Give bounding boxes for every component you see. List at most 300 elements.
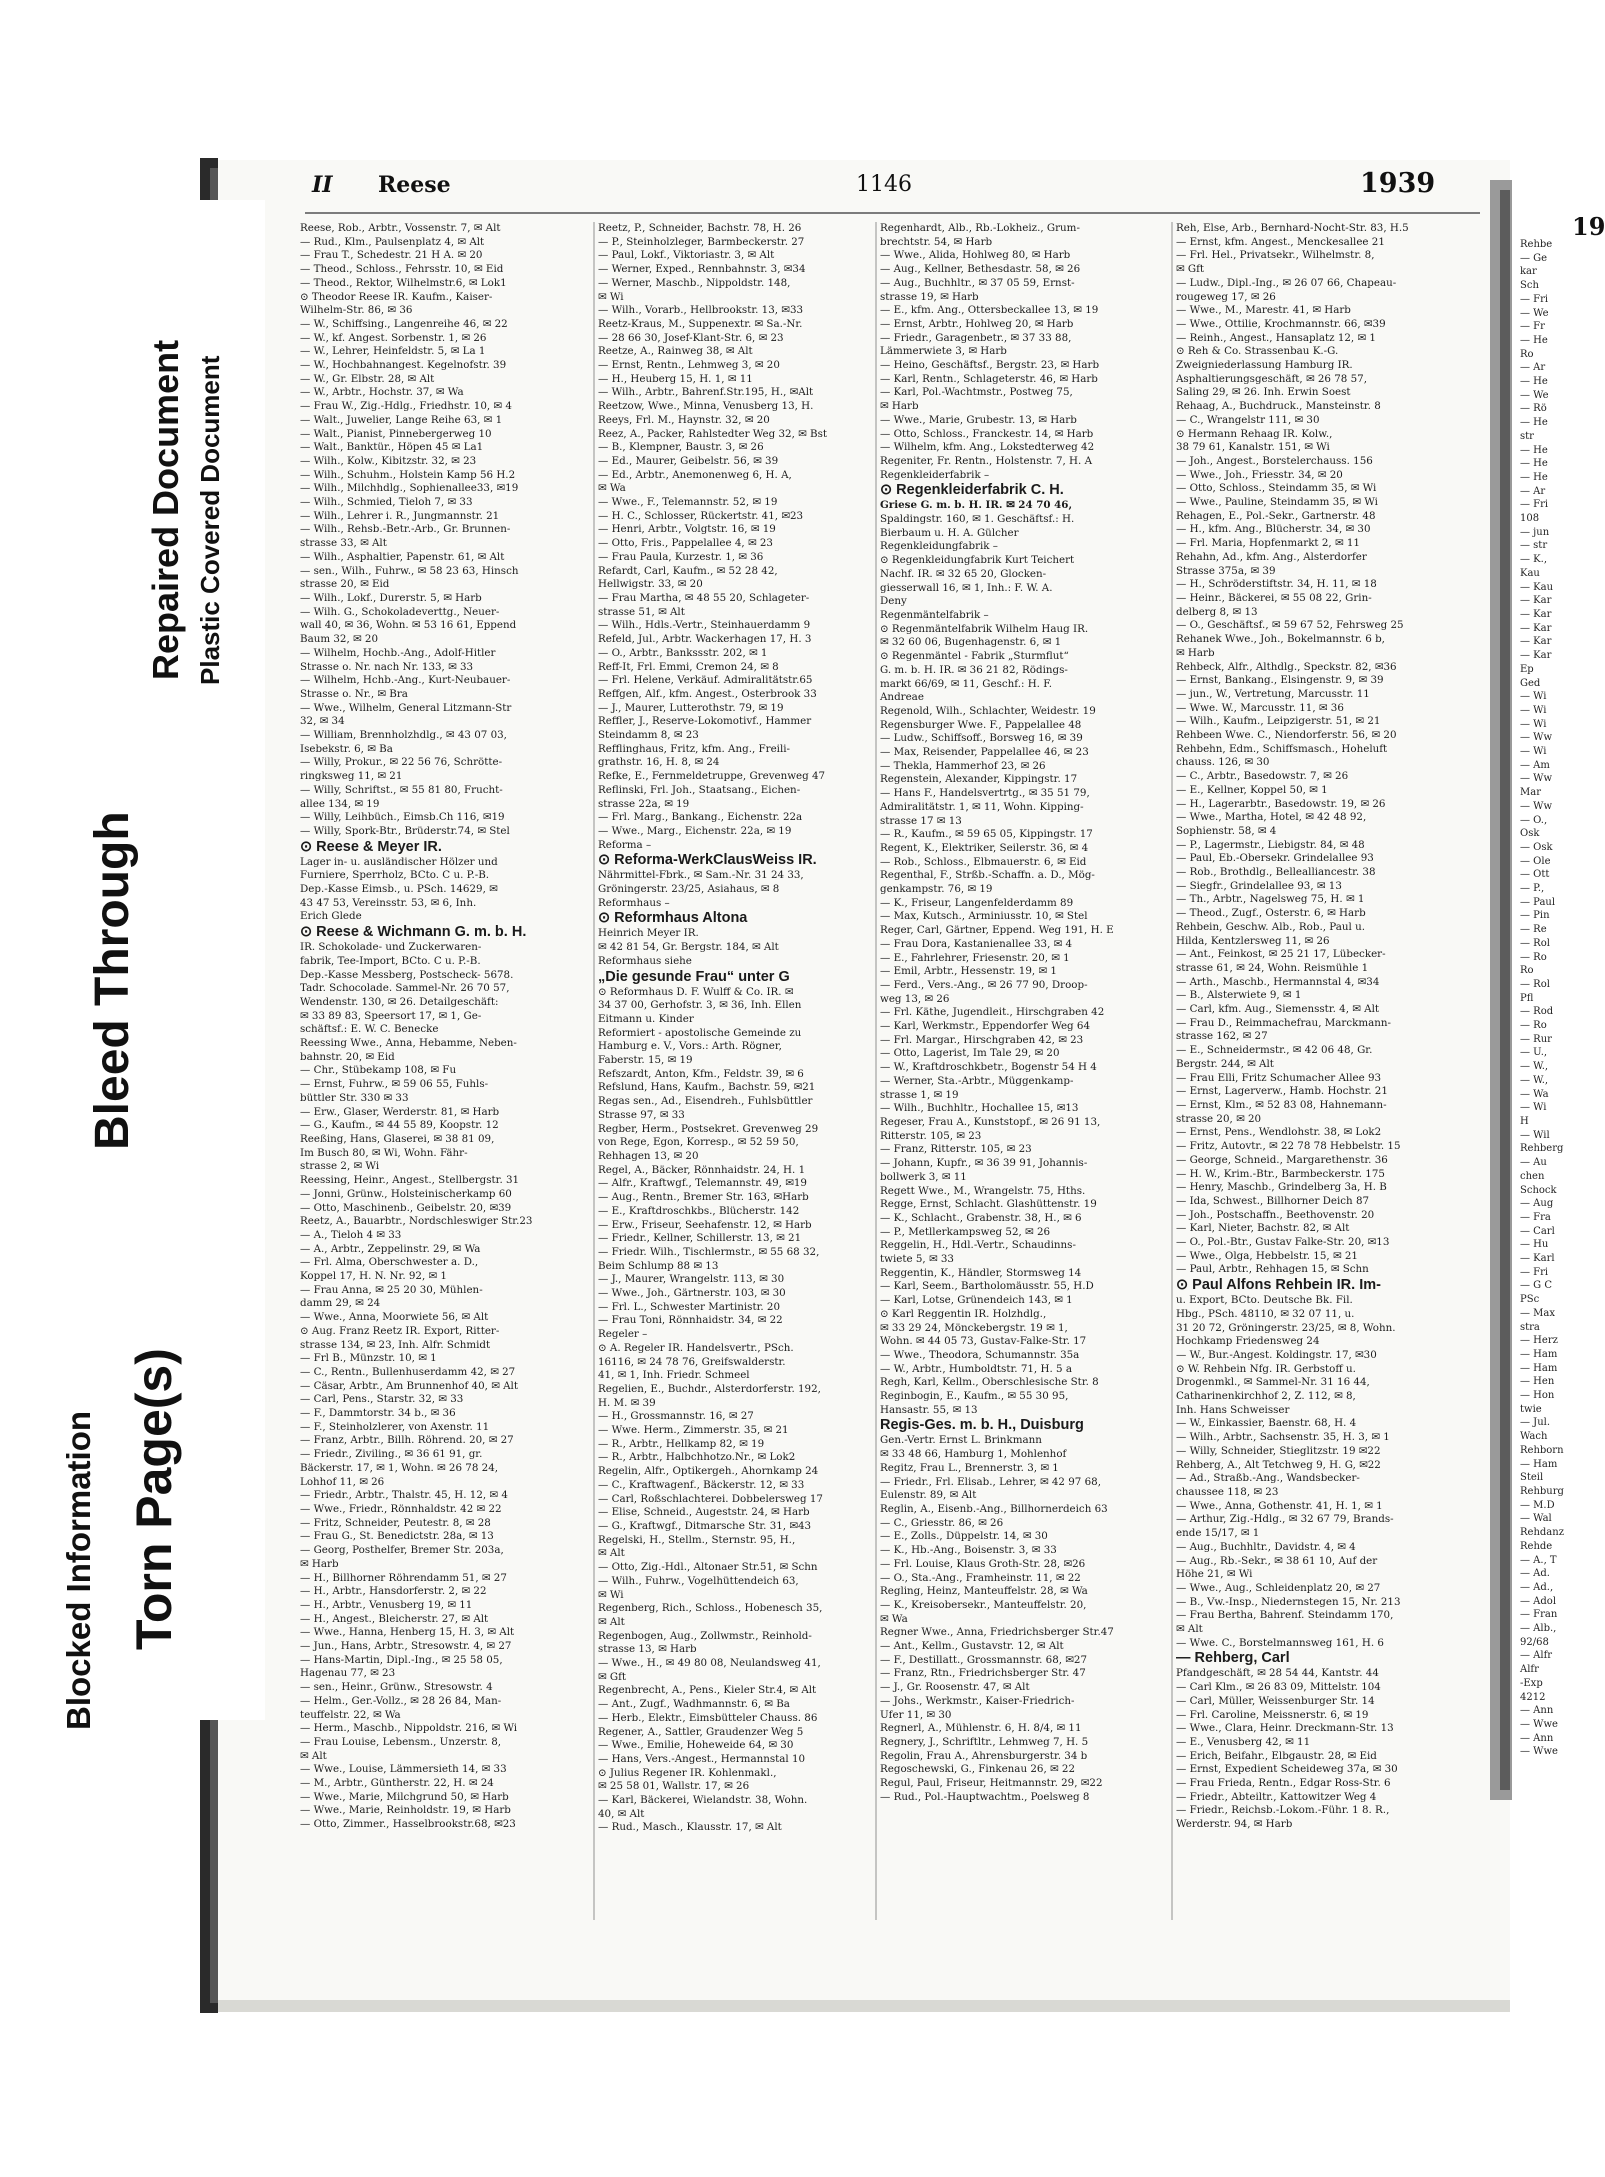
directory-entry-line: — P., Lagermstr., Liebigstr. 84, ✉ 48: [1176, 838, 1365, 851]
directory-entry-line: Im Busch 80, ✉ Wi, Wohn. Fähr-: [300, 1146, 468, 1159]
header-year: 1939: [1360, 168, 1436, 199]
directory-entry-line: — Willy, Schriftst., ✉ 55 81 80, Frucht-: [300, 783, 503, 796]
directory-entry-line: Steindamm 8, ✉ 23: [598, 729, 699, 742]
directory-entry-line: — Alfr., Kraftwgf., Telemannstr. 49, ✉19: [598, 1177, 807, 1190]
directory-entry-line: Regenold, Wilh., Schlachter, Weidestr. 19: [880, 704, 1096, 717]
directory-entry-line: — Karl, Seem., Bartholomäusstr. 55, H.D: [880, 1280, 1094, 1293]
right-page-line: — M.D: [1520, 1499, 1555, 1511]
directory-entry-line: 40, ✉ Alt: [598, 1807, 645, 1820]
directory-entry-line: Gen.-Vertr. Ernst L. Brinkmann: [880, 1434, 1042, 1447]
directory-entry-line: — Frau Toni, Rönnhaidstr. 34, ✉ 22: [598, 1314, 783, 1327]
directory-entry-line: Reessing, Heinr., Angest., Stellbergstr. 31: [300, 1174, 520, 1187]
directory-entry-line: — H., Billhorner Röhrendamm 51, ✉ 27: [300, 1571, 507, 1584]
directory-entry-line: — Karl, Nieter, Bachstr. 82, ✉ Alt: [1176, 1222, 1350, 1235]
right-page-line: — Ole: [1520, 855, 1551, 867]
directory-entry-line: Reffgen, Alf., kfm. Angest., Osterbrook 33: [598, 687, 817, 700]
directory-entry-line: — Friedr., Ziviling., ✉ 36 61 91, gr.: [300, 1448, 483, 1461]
directory-entry-line: — Rob., Brothdlg., Bellealliancestr. 38: [1176, 866, 1376, 879]
right-page-line: Schock: [1520, 1184, 1557, 1196]
directory-entry-line: — Carl, Müller, Weissenburger Str. 14: [1176, 1694, 1375, 1707]
directory-entry-line: Rehahn, Ad., kfm. Ang., Alsterdorfer: [1176, 550, 1367, 563]
directory-entry-line: — Wwe., Pauline, Steindamm 35, ✉ Wi: [1176, 496, 1378, 509]
directory-entry-line: — Karl, Werkmstr., Eppendorfer Weg 64: [880, 1020, 1090, 1033]
directory-entry-line: Regeniter, Fr. Rentn., Holstenstr. 7, H. A: [880, 454, 1093, 467]
directory-entry-line: Refszardt, Anton, Kfm., Feldstr. 39, ✉ 6: [598, 1067, 804, 1080]
directory-entry-line: — Jun., Hans, Arbtr., Stresowstr. 4, ✉ 27: [300, 1640, 512, 1653]
right-page-line: 92/68: [1520, 1636, 1549, 1648]
right-page-line: Ep: [1520, 663, 1534, 675]
right-page-line: — Herz: [1520, 1335, 1558, 1347]
right-page-line: — He: [1520, 458, 1548, 470]
directory-entry-line: — W., Gr. Elbstr. 28, ✉ Alt: [300, 372, 435, 385]
directory-entry-line: Reformiert - apostolische Gemeinde zu: [598, 1026, 802, 1039]
directory-entry-line: — Werner, Exped., Rennbahnstr. 3, ✉34: [598, 263, 806, 276]
right-page-line: 108: [1520, 513, 1540, 525]
directory-entry-line: — Otto, Schloss., Steindamm 35, ✉ Wi: [1176, 482, 1377, 495]
directory-entry-line: — Frau Bertha, Bahrenf. Steindamm 170,: [1176, 1609, 1394, 1622]
directory-entry-line: — Karl, Pol.-Wachtmstr., Postweg 75,: [880, 386, 1073, 399]
directory-entry-line: — Friedr. Wilh., Tischlermstr., ✉ 55 68 32,: [598, 1245, 820, 1258]
right-page-line: chen: [1520, 1170, 1545, 1182]
directory-entry-line: — Wilh., Fuhrw., Vogelhüttendeich 63,: [598, 1574, 799, 1587]
directory-entry-line: — Erw., Glaser, Werderstr. 81, ✉ Harb: [300, 1105, 500, 1118]
directory-entry-line: ✉ Alt: [1176, 1623, 1203, 1636]
directory-entry-line: Reffler, J., Reserve-Lokomotivf., Hammer: [598, 715, 812, 728]
directory-entry-line: Reessing Wwe., Anna, Hebamme, Neben-: [300, 1037, 517, 1050]
directory-entry-line: Gröningerstr. 23/25, Asiahaus, ✉ 8: [598, 883, 780, 896]
directory-entry-line: Lager in- u. ausländischer Hölzer und: [300, 855, 498, 868]
directory-entry-line: — K., Kreisobersekr., Manteuffelstr. 20,: [880, 1598, 1087, 1611]
directory-entry-line: 38 79 61, Kanalstr. 151, ✉ Wi: [1176, 441, 1330, 454]
directory-entry-line: ✉ Alt: [598, 1615, 625, 1628]
directory-entry-line: Deny: [880, 595, 907, 608]
directory-entry-line: Reggelin, H., Hdl.-Vertr., Schaudinns-: [880, 1239, 1076, 1252]
directory-entry-line: — O., Arbtr., Bankssstr. 202, ✉ 1: [598, 646, 768, 659]
directory-entry-line: Regent, K., Elektriker, Seilerstr. 36, ✉ 4: [880, 841, 1089, 854]
directory-entry-line: strasse 19, ✉ Harb: [880, 290, 979, 303]
right-page-line: — Ann: [1520, 1705, 1554, 1717]
directory-entry-line: Regelski, H., Stellm., Sternstr. 95, H.,: [598, 1533, 796, 1546]
directory-entry-line: Refke, E., Fernmeldetruppe, Grevenweg 47: [598, 770, 826, 783]
right-page-line: — Fri: [1520, 1266, 1549, 1278]
directory-entry-line: — Frl. Käthe, Jugendleit., Hirschgraben 42: [880, 1006, 1105, 1019]
directory-entry-line: — Ernst, Klm., ✉ 52 83 08, Hahnemann-: [1176, 1099, 1387, 1111]
right-page-line: — Max: [1520, 1307, 1556, 1319]
right-page-line: — Hen: [1520, 1376, 1555, 1388]
directory-entry-line: ringksweg 11, ✉ 21: [300, 770, 403, 783]
directory-entry-line: „Die gesunde Frau“ unter G: [598, 968, 790, 985]
directory-entry-line: — K., Schlacht., Grabenstr. 38, H., ✉ 6: [880, 1211, 1082, 1224]
directory-entry-line: — R., Arbtr., Hellkamp 82, ✉ 19: [598, 1437, 765, 1450]
directory-entry-line: 41, ✉ 1, Inh. Friedr. Schmeel: [598, 1369, 750, 1382]
directory-entry-line: — Hans-Martin, Dipl.-Ing., ✉ 25 58 05,: [300, 1653, 503, 1666]
directory-entry-line: — R., Kaufm., ✉ 59 65 05, Kippingstr. 17: [880, 828, 1093, 841]
directory-entry-line: — Aug., Kellner, Bethesdastr. 58, ✉ 26: [880, 263, 1081, 276]
directory-entry-line: Strasse o. Nr., ✉ Bra: [300, 687, 408, 700]
directory-entry-line: ⊙ Reforma-WerkClausWeiss IR.: [598, 852, 817, 869]
directory-entry-line: — Frau Paula, Kurzestr. 1, ✉ 36: [598, 550, 764, 563]
right-page-line: — Aug: [1520, 1198, 1554, 1210]
directory-entry-line: ⊙ A. Regeler IR. Handelsvertr., PSch.: [598, 1341, 794, 1354]
directory-entry-line: — Wwe., Olga, Hebbelstr. 15, ✉ 21: [1176, 1249, 1358, 1262]
right-page-line: — Wwe: [1520, 1746, 1558, 1758]
directory-entry-line: — Wilh., Arbtr., Bahrenf.Str.195, H., ✉Alt: [598, 386, 814, 399]
directory-entry-line: Rehbein, Geschw. Alb., Rob., Paul u.: [1176, 920, 1365, 933]
directory-entry-line: — Karl, Lotse, Grünendeich 143, ✉ 1: [880, 1294, 1073, 1307]
right-page-line: — Rö: [1520, 403, 1547, 415]
right-page-line: — Kar: [1520, 636, 1552, 648]
directory-entry-line: — W., Arbtr., Hochstr. 37, ✉ Wa: [300, 386, 464, 399]
stamp-plastic-covered-document: Plastic Covered Document: [195, 355, 225, 685]
directory-entry-line: — Paul, Arbtr., Rehhagen 15, ✉ Schn: [1176, 1263, 1369, 1276]
directory-entry-line: Rehberg, A., Alt Tetchweg 9, H. G, ✉22: [1176, 1458, 1381, 1471]
directory-entry-line: — Erich, Beifahr., Elbgaustr. 28, ✉ Eid: [1176, 1749, 1377, 1762]
directory-entry-line: strasse 134, ✉ 23, Inh. Alfr. Schmidt: [300, 1338, 491, 1351]
directory-entry-line: Sophienstr. 58, ✉ 4: [1176, 824, 1277, 837]
right-page-line: Kau: [1520, 567, 1540, 579]
directory-entry-line: — F., Dammtorstr. 34 b., ✉ 36: [300, 1407, 456, 1420]
directory-entry-line: — Otto, Schloss., Franckestr. 14, ✉ Harb: [880, 427, 1094, 440]
right-page-line: — Kar: [1520, 650, 1552, 662]
directory-entry-line: Regh, Karl, Kellm., Oberschlesische Str. 8: [880, 1376, 1099, 1389]
right-page-line: — Ham: [1520, 1348, 1558, 1360]
directory-entry-line: Reger, Carl, Gärtner, Eppend. Weg 191, H. E: [880, 924, 1114, 937]
directory-entry-line: Reetze, A., Rainweg 38, ✉ Alt: [598, 345, 753, 358]
directory-entry-line: Heinrich Meyer IR.: [598, 927, 699, 940]
right-page-line: PSc: [1520, 1294, 1540, 1306]
directory-entry-line: — Wilh., Schuhm., Holstein Kamp 56 H.2: [300, 468, 516, 481]
right-page-line: — Ro: [1520, 1020, 1547, 1032]
directory-entry-line: — Wwe., H., ✉ 49 80 08, Neulandsweg 41,: [598, 1657, 821, 1670]
right-page-line: — Hu: [1520, 1239, 1549, 1251]
directory-entry-line: — Ed., Arbtr., Anemonenweg 6, H. A,: [598, 468, 792, 481]
directory-entry-line: Reeßing, Hans, Glaserei, ✉ 38 81 09,: [300, 1133, 495, 1145]
directory-entry-line: — sen., Wilh., Fuhrw., ✉ 58 23 63, Hinsch: [300, 564, 519, 577]
directory-entry-line: — Max, Kutsch., Arminiusstr. 10, ✉ Stel: [880, 910, 1088, 923]
directory-entry-line: — Rob., Schloss., Elbmauerstr. 6, ✉ Eid: [880, 855, 1087, 868]
directory-entry-line: Regenkleidungfabrik –: [880, 540, 998, 553]
directory-entry-line: Lohhof 11, ✉ 26: [300, 1475, 385, 1488]
directory-entry-line: — B., Vw.-Insp., Niedernstegen 15, Nr. 213: [1176, 1595, 1401, 1608]
directory-entry-line: — Wilh., Vorarb., Hellbrookstr. 13, ✉33: [598, 304, 804, 317]
directory-entry-line: ✉ 33 29 24, Mönckebergstr. 19 ✉ 1,: [880, 1321, 1068, 1334]
directory-entry-line: — Ferd., Vers.-Ang., ✉ 26 77 90, Droop-: [880, 978, 1088, 991]
directory-entry-line: strasse 20, ✉ 20: [1176, 1112, 1262, 1125]
directory-entry-line: — R., Arbtr., Halbchhotzo.Nr., ✉ Lok2: [598, 1451, 796, 1464]
directory-entry-line: Regnery, J., Schriftltr., Lehmweg 7, H. 5: [880, 1735, 1089, 1748]
directory-entry-line: — W., Hochbahnangest. Kegelnofstr. 39: [300, 359, 507, 372]
directory-entry-line: chauss. 126, ✉ 30: [1176, 756, 1270, 769]
right-page-line: — Kau: [1520, 581, 1554, 593]
directory-entry-line: ✉ 32 60 06, Bugenhagenstr. 6, ✉ 1: [880, 636, 1062, 649]
directory-entry-line: — Werner, Sta.-Arbtr., Müggenkamp-: [880, 1074, 1074, 1087]
directory-entry-line: — E., Zolls., Düppelstr. 14, ✉ 30: [880, 1530, 1048, 1543]
directory-entry-line: — Frl. Marg., Bankang., Eichenstr. 22a: [598, 811, 803, 824]
directory-entry-line: — Frau Martha, ✉ 48 55 20, Schlageter-: [598, 591, 810, 604]
directory-entry-line: — Wilh., Buchhltr., Hochallee 15, ✉13: [880, 1102, 1079, 1115]
directory-entry-line: Inh. Hans Schweisser: [1176, 1403, 1290, 1416]
directory-entry-line: delberg 8, ✉ 13: [1176, 605, 1258, 618]
right-page-line: — Wwe: [1520, 1718, 1558, 1730]
directory-entry-line: — Otto, Lagerist, Im Tale 29, ✉ 20: [880, 1047, 1060, 1060]
directory-entry-line: — Wwe. W., Marcusstr. 11, ✉ 36: [1176, 701, 1344, 714]
right-page-line: — Re: [1520, 924, 1547, 936]
directory-entry-line: Strasse o. Nr. nach Nr. 133, ✉ 33: [300, 660, 474, 673]
right-page-line: Rehberg: [1520, 1143, 1564, 1155]
directory-entry-line: — Willy, Schneider, Stieglitzstr. 19 ✉22: [1176, 1444, 1381, 1457]
directory-entry-line: — J., Gr. Roosenstr. 47, ✉ Alt: [880, 1681, 1030, 1694]
directory-column-2: [598, 222, 873, 1922]
directory-entry-line: allee 134, ✉ 19: [300, 797, 380, 810]
directory-entry-line: Höhe 21, ✉ Wi: [1176, 1568, 1253, 1581]
directory-entry-line: ⊙ Regenmäntel - Fabrik „Sturmflut“: [880, 650, 1069, 663]
directory-entry-line: Nachf. IR. ✉ 32 65 20, Glocken-: [880, 567, 1047, 580]
directory-entry-line: — Wwe., F., Telemannstr. 52, ✉ 19: [598, 496, 778, 509]
directory-entry-line: strasse 61, ✉ 24, Wohn. Reismühle 1: [1176, 961, 1369, 974]
directory-entry-line: — Wilh. G., Schokoladeverttg., Neuer-: [300, 605, 500, 618]
directory-entry-line: Regenbrecht, A., Pens., Kieler Str.4, ✉ Alt: [598, 1684, 817, 1697]
directory-entry-line: Pfandgeschäft, ✉ 28 54 44, Kantstr. 44: [1176, 1667, 1379, 1680]
directory-entry-line: — Rud., Klm., Paulsenplatz 4, ✉ Alt: [300, 235, 485, 248]
directory-entry-line: 43 47 53, Vereinsstr. 53, ✉ 6, Inh.: [300, 896, 477, 909]
directory-entry-line: — Willy, Spork-Btr., Brüderstr.74, ✉ Stel: [300, 824, 510, 837]
directory-entry-line: Reggentin, K., Händler, Stormsweg 14: [880, 1266, 1082, 1279]
directory-entry-line: — Friedr., Kellner, Schillerstr. 13, ✉ 21: [598, 1232, 802, 1245]
directory-entry-line: 32, ✉ 34: [300, 715, 345, 728]
right-page-line: — Wi: [1520, 704, 1547, 716]
directory-entry-line: — O., Sta.-Ang., Framheinstr. 11, ✉ 22: [880, 1571, 1081, 1584]
directory-entry-line: — Frau Dora, Kastanienallee 33, ✉ 4: [880, 937, 1073, 950]
directory-entry-line: Hellwigstr. 33, ✉ 20: [598, 578, 703, 591]
directory-entry-line: — E., Venusberg 42, ✉ 11: [1176, 1735, 1311, 1748]
right-page-line: stra: [1520, 1321, 1540, 1333]
directory-entry-line: — Friedr., Abteiltr., Kattowitzer Weg 4: [1176, 1790, 1377, 1803]
directory-entry-line: — Carl, Roßschlachterei. Dobbelersweg 17: [598, 1492, 823, 1505]
right-page-line: — Alb.,: [1520, 1623, 1557, 1635]
directory-entry-line: ⊙ Paul Alfons Rehbein IR. Im-: [1176, 1277, 1381, 1294]
directory-entry-line: Refardt, Carl, Kaufm., ✉ 52 28 42,: [598, 564, 778, 577]
directory-entry-line: grathstr. 16, H. 8, ✉ 24: [598, 756, 720, 769]
directory-entry-line: Regeler –: [598, 1328, 648, 1341]
directory-entry-line: ⊙ Julius Regener IR. Kohlenmakl.,: [598, 1766, 777, 1779]
directory-entry-line: strasse 51, ✉ Alt: [598, 605, 685, 618]
right-page-line: — Ro: [1520, 951, 1547, 963]
right-page-line: — He: [1520, 417, 1548, 429]
directory-entry-line: Regenberg, Rich., Schloss., Hobenesch 35,: [598, 1602, 823, 1615]
directory-entry-line: — Frl B., Münzstr. 10, ✉ 1: [300, 1352, 437, 1365]
directory-entry-line: Saling 29, ✉ 26. Inh. Erwin Soest: [1176, 386, 1351, 399]
directory-entry-line: — Theod., Zugf., Osterstr. 6, ✉ Harb: [1176, 907, 1366, 920]
directory-entry-line: — Wwe., Anna, Gothenstr. 41, H. 1, ✉ 1: [1176, 1499, 1383, 1512]
directory-entry-line: strasse 13, ✉ Harb: [598, 1643, 697, 1656]
right-page-line: — He: [1520, 376, 1548, 388]
directory-entry-line: Regelin, Alfr., Optikergeh., Ahornkamp 24: [598, 1465, 819, 1478]
right-page-line: — O.,: [1520, 814, 1548, 826]
directory-entry-line: 16116, ✉ 24 78 76, Greifswalderstr.: [598, 1355, 786, 1368]
directory-entry-line: Isebekstr. 6, ✉ Ba: [300, 742, 393, 755]
directory-entry-line: ⊙ Regenmäntelfabrik Wilhelm Haug IR.: [880, 622, 1089, 635]
directory-entry-line: — sen., Heinr., Grünw., Stresowstr. 4: [300, 1681, 493, 1694]
directory-entry-line: Reeys, Frl. M., Haynstr. 32, ✉ 20: [598, 413, 770, 426]
right-page-line: — str: [1520, 540, 1548, 552]
right-page-line: — Pin: [1520, 910, 1550, 922]
directory-entry-line: — Erw., Friseur, Seehafenstr. 12, ✉ Harb: [598, 1218, 812, 1231]
directory-entry-line: — Carl Klm., ✉ 26 83 09, Mittelstr. 104: [1176, 1681, 1381, 1694]
directory-entry-line: — J., Maurer, Lutterothstr. 79, ✉ 19: [598, 701, 784, 714]
directory-entry-line: Werderstr. 94, ✉ Harb: [1176, 1818, 1293, 1831]
directory-entry-line: Rehbeck, Alfr., Althdlg., Speckstr. 82, ✉36: [1176, 660, 1397, 673]
directory-entry-line: — Aug., Rb.-Sekr., ✉ 38 61 10, Auf der: [1176, 1554, 1378, 1567]
directory-entry-line: strasse 20, ✉ Eid: [300, 578, 390, 591]
directory-entry-line: Regel, A., Bäcker, Rönnhaidstr. 24, H. 1: [598, 1163, 806, 1176]
directory-entry-line: Regge, Ernst, Schlacht. Glashüttenstr. 19: [880, 1198, 1097, 1211]
directory-entry-line: ✉ Harb: [1176, 646, 1215, 659]
right-page-line: — Kar: [1520, 622, 1552, 634]
directory-entry-line: Eitmann u. Kinder: [598, 1012, 694, 1025]
directory-entry-line: — Otto, Zig.-Hdl., Altonaer Str.51, ✉ Schn: [598, 1561, 818, 1574]
directory-entry-line: — Wwe. C., Borstelmannsweg 161, H. 6: [1176, 1636, 1384, 1649]
directory-entry-line: — Frau Elli, Fritz Schumacher Allee 93: [1176, 1071, 1382, 1084]
right-page-line: — Ann: [1520, 1732, 1554, 1744]
right-page-line: Rehdanz: [1520, 1527, 1564, 1539]
right-page-line: — Wi: [1520, 1102, 1547, 1114]
stamp-blocked-information: Blocked Information: [60, 1410, 97, 1730]
directory-entry-line: — H. W., Krim.-Btr., Barmbeckerstr. 175: [1176, 1167, 1385, 1180]
right-page-line: — Ar: [1520, 362, 1546, 374]
right-page-line: H: [1520, 1116, 1529, 1127]
directory-entry-line: — B., Klempner, Baustr. 3, ✉ 26: [598, 441, 764, 454]
directory-entry-line: — Ant., Zugf., Wadhmannstr. 6, ✉ Ba: [598, 1698, 790, 1711]
header-page-ref: II: [312, 172, 333, 198]
directory-entry-line: Reetz, A., Bauarbtr., Nordschleswiger Str.23: [300, 1215, 533, 1228]
directory-entry-line: — Wwe., Marie, Milchgrund 50, ✉ Harb: [300, 1790, 509, 1803]
directory-entry-line: — Ludw., Dipl.-Ing., ✉ 26 07 66, Chapeau-: [1176, 276, 1397, 289]
directory-entry-line: — Ernst, Bankang., Elsingenstr. 9, ✉ 39: [1176, 674, 1384, 687]
directory-entry-line: — E., Fahrlehrer, Friesenstr. 20, ✉ 1: [880, 951, 1070, 964]
directory-entry-line: ✉ 33 48 66, Hamburg 1, Mohlenhof: [880, 1448, 1067, 1461]
directory-entry-line: — Otto, Maschinenb., Geibelstr. 20, ✉39: [300, 1201, 512, 1214]
directory-entry-line: — Ernst, Rentn., Lehmweg 3, ✉ 20: [598, 359, 780, 372]
directory-entry-line: Hbg., PSch. 48110, ✉ 32 07 11, u.: [1176, 1307, 1355, 1320]
directory-entry-line: Reez, A., Packer, Rahlstedter Weg 32, ✉ Bst: [598, 427, 828, 440]
directory-entry-line: — Carl, Pens., Starstr. 32, ✉ 33: [300, 1393, 464, 1406]
directory-entry-line: Andreae: [880, 691, 924, 704]
directory-entry-line: — W., Schiffsing., Langenreihe 46, ✉ 22: [300, 317, 508, 330]
right-page-line: Mar: [1520, 787, 1541, 799]
directory-entry-line: Regner Wwe., Anna, Friedrichsberger Str.47: [880, 1626, 1114, 1639]
directory-entry-line: damm 29, ✉ 24: [300, 1297, 381, 1310]
directory-entry-line: — W., Arbtr., Humboldtstr. 71, H. 5 a: [880, 1362, 1072, 1375]
directory-entry-line: — W., Lehrer, Heinfeldstr. 5, ✉ La 1: [300, 345, 486, 358]
directory-entry-line: — Ant., Feinkost, ✉ 25 21 17, Lübecker-: [1176, 948, 1386, 961]
directory-entry-line: Reformhaus siehe: [598, 954, 692, 967]
directory-entry-line: Regling, Heinz, Manteuffelstr. 28, ✉ Wa: [880, 1585, 1088, 1598]
right-page-line: — Carl: [1520, 1225, 1555, 1237]
directory-entry-line: Bierbaum u. H. A. Gülcher: [880, 526, 1019, 539]
directory-entry-line: büttler Str. 330 ✉ 33: [300, 1091, 409, 1104]
directory-entry-line: — K., Friseur, Langenfelderdamm 89: [880, 896, 1074, 909]
directory-entry-line: — Frl. Caroline, Meissnerstr. 6, ✉ 19: [1176, 1708, 1369, 1721]
directory-entry-line: — Frau D., Reimmachefrau, Marckmann-: [1176, 1016, 1391, 1029]
right-page-line: — Rol: [1520, 978, 1550, 990]
directory-entry-line: — H., Lagerarbtr., Basedowstr. 19, ✉ 26: [1176, 797, 1386, 810]
right-page-line: — Ott: [1520, 869, 1550, 881]
directory-entry-line: — Wilh., Lokf., Durerstr. 5, ✉ Harb: [300, 591, 482, 604]
directory-entry-line: — Reinh., Angest., Hansaplatz 12, ✉ 1: [1176, 331, 1376, 344]
directory-entry-line: Regelien, E., Buchdr., Alsterdorferstr. 192,: [598, 1382, 821, 1395]
right-page-line: — Kar: [1520, 608, 1552, 620]
directory-entry-line: — H., kfm. Ang., Blücherstr. 34, ✉ 30: [1176, 523, 1371, 536]
directory-entry-line: Reff-It, Frl. Emmi, Cremon 24, ✉ 8: [598, 660, 779, 673]
directory-entry-line: — C., Arbtr., Basedowstr. 7, ✉ 26: [1176, 770, 1349, 783]
directory-entry-line: — Heino, Geschäftsf., Bergstr. 23, ✉ Harb: [880, 359, 1100, 372]
directory-entry-line: — H., Arbtr., Hansdorferstr. 2, ✉ 22: [300, 1585, 487, 1598]
right-page-line: Sch: [1520, 280, 1539, 292]
directory-entry-line: — Arth., Maschb., Hermannstal 4, ✉34: [1176, 975, 1380, 988]
right-page-line: Rehburg: [1520, 1485, 1564, 1497]
right-page-line: — He: [1520, 471, 1548, 483]
right-page-line: — Ge: [1520, 252, 1548, 264]
right-page-line: Pfl: [1520, 992, 1534, 1004]
directory-entry-line: giesserwall 16, ✉ 1, Inh.: F. W. A.: [880, 581, 1053, 594]
directory-entry-line: — Karl, Rentn., Schlageterstr. 46, ✉ Harb: [880, 372, 1098, 385]
directory-entry-line: Rehaag, A., Buchdruck., Mansteinstr. 8: [1176, 400, 1381, 413]
directory-entry-line: ✉ Gft: [598, 1670, 627, 1683]
directory-entry-line: — Theod., Schloss., Fehrsstr. 10, ✉ Eid: [300, 263, 504, 276]
directory-entry-line: — Theod., Rektor, Wilhelmstr.6, ✉ Lok1: [300, 276, 507, 289]
directory-entry-line: ⊙ Hermann Rehaag IR. Kolw.,: [1176, 427, 1333, 440]
directory-entry-line: — Wwe., Alida, Hohlweg 80, ✉ Harb: [880, 249, 1071, 262]
directory-entry-line: IR. Schokolade- und Zuckerwaren-: [300, 941, 482, 954]
directory-entry-line: — Wilh., Kaufm., Leipzigerstr. 51, ✉ 21: [1176, 715, 1381, 728]
directory-entry-line: Reglin, A., Eisenb.-Ang., Billhornerdeich 63: [880, 1502, 1108, 1515]
directory-entry-line: — H., Heuberg 15, H. 1, ✉ 11: [598, 372, 753, 385]
directory-entry-line: ⊙ Regenkleidungfabrik Kurt Teichert: [880, 554, 1075, 567]
right-page-line: — P.,: [1520, 883, 1545, 895]
directory-entry-line: — E., kfm. Ang., Ottersbeckallee 13, ✉ 19: [880, 304, 1099, 317]
directory-entry-line: — Franz, Ritterstr. 105, ✉ 23: [880, 1143, 1032, 1156]
directory-entry-line: strasse 2, ✉ Wi: [300, 1160, 380, 1173]
right-page-line: — Jul.: [1520, 1417, 1551, 1429]
directory-entry-line: — A., Tieloh 4 ✉ 33: [300, 1228, 402, 1241]
right-page-line: -Exp: [1520, 1677, 1543, 1689]
right-page-line: — Ww: [1520, 800, 1553, 812]
right-page-line: — Am: [1520, 759, 1550, 771]
directory-entry-line: Reetz-Kraus, M., Suppenextr. ✉ Sa.-Nr.: [598, 317, 803, 330]
directory-entry-line: — Frl. Maria, Hopfenmarkt 2, ✉ 11: [1176, 537, 1360, 550]
right-page-line: — Fran: [1520, 1609, 1558, 1621]
directory-entry-line: strasse 22a, ✉ 19: [598, 797, 690, 810]
directory-entry-line: Reforma –: [598, 838, 652, 851]
directory-entry-line: Zweigniederlassung Hamburg IR.: [1176, 359, 1353, 372]
directory-entry-line: Rehbeen Wwe. C., Niendorferstr. 56, ✉ 20: [1176, 729, 1397, 742]
directory-entry-line: — Frau Louise, Lebensm., Unzerstr. 8,: [300, 1735, 502, 1748]
right-page-line: — W.,: [1520, 1061, 1549, 1073]
directory-entry-line: Regul, Paul, Friseur, Heitmannstr. 29, ✉22: [880, 1777, 1103, 1790]
directory-entry-line: — Ernst, Arbtr., Hohlweg 20, ✉ Harb: [880, 317, 1074, 330]
directory-entry-line: Refslund, Hans, Kaufm., Bachstr. 59, ✉21: [598, 1081, 816, 1094]
directory-entry-line: — Georg, Posthelfer, Bremer Str. 203a,: [300, 1544, 504, 1557]
directory-entry-line: — Siegfr., Grindelallee 93, ✉ 13: [1176, 879, 1342, 892]
right-page-line: — Adol: [1520, 1595, 1557, 1607]
directory-entry-line: — K., Hb.-Ang., Boisenstr. 3, ✉ 33: [880, 1544, 1057, 1557]
directory-entry-line: wall 40, ✉ 36, Wohn. ✉ 53 16 61, Eppend: [300, 619, 517, 632]
directory-entry-line: Regensburger Wwe. F., Pappelallee 48: [880, 718, 1082, 731]
directory-entry-line: Regber, Herm., Postsekret. Grevenweg 29: [598, 1122, 819, 1135]
directory-entry-line: — Hans F., Handelsvertrtg., ✉ 35 51 79,: [880, 787, 1090, 800]
directory-entry-line: ✉ Alt: [300, 1749, 327, 1762]
right-page-line: Osk: [1520, 828, 1540, 840]
